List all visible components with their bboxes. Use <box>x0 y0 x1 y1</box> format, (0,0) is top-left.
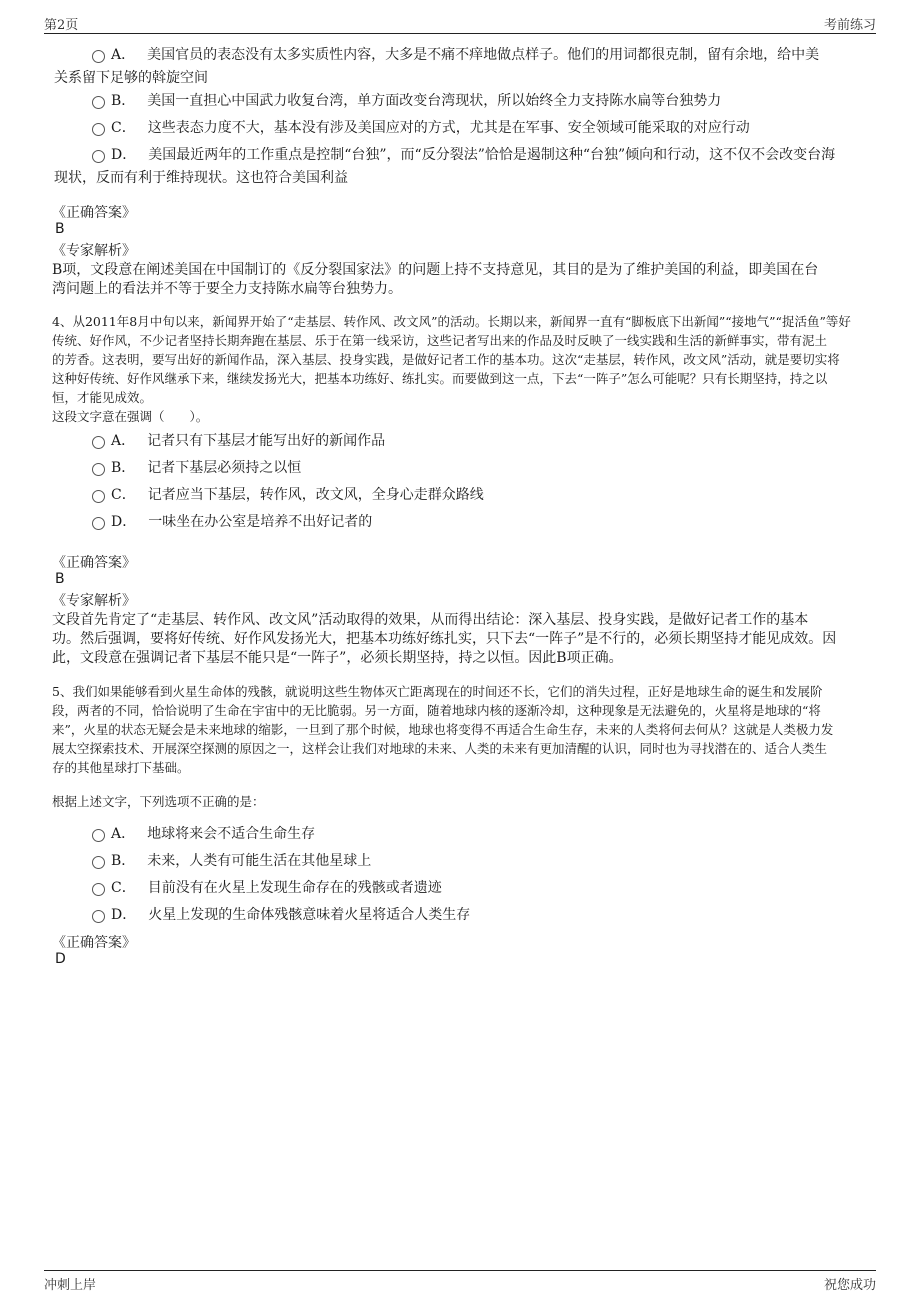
q4-option-d[interactable]: D． 一味坐在办公室是培养不出好记者的 <box>92 511 862 534</box>
radio-button[interactable] <box>92 517 105 530</box>
q3-option-d[interactable]: D． 美国最近两年的工作重点是控制“台独”，而“反分裂法”恰恰是遏制这种“台独”倾向和行动，这不仅不会改变台海 现状，反而有利于维持现状。这也符合美国利益 <box>54 147 836 186</box>
q3-answer-label: 《正确答案》 <box>52 205 136 221</box>
q3-option-a[interactable]: A． 美国官员的表态没有太多实质性内容，大多是不痛不痒地做点样子。他们的用词都很克制，留有余地，给中美 关系留下足够的斡旋空间 <box>54 47 820 86</box>
q5-option-a[interactable]: A． 地球将来会不适合生命生存 <box>92 823 862 846</box>
page-header <box>44 14 876 33</box>
q4-option-c[interactable]: C． 记者应当下基层，转作风，改文风，全身心走群众路线 <box>92 484 862 507</box>
q4-answer-label: 《正确答案》 <box>52 555 136 571</box>
footer-divider <box>44 1270 876 1271</box>
page-footer <box>44 1274 876 1293</box>
q5-option-d[interactable]: D． 火星上发现的生命体残骸意味着火星将适合人类生存 <box>92 904 862 927</box>
header-divider <box>44 33 876 34</box>
radio-button[interactable] <box>92 50 105 63</box>
q5-option-c[interactable]: C． 目前没有在火星上发现生命存在的残骸或者遗迹 <box>92 877 862 900</box>
page-number: 第2页 <box>44 18 79 33</box>
radio-button[interactable] <box>92 123 105 136</box>
q4-analysis: 文段首先肯定了“走基层、转作风、改文风”活动取得的效果，从而得出结论：深入基层、投身实践，是做好记者工作的基本 功。然后强调，要将好传统、好作风发扬光大，把基本功练好练扎实，只下去“一阵子”是不行的，必须长期坚持才能见成效。因 此，文段意在强调记者下基层不能只是“一阵子”，必须长期坚持，持之以恒。因此B项正确。 <box>52 612 837 666</box>
q4-analysis-label: 《专家解析》 <box>52 593 136 609</box>
q4-question: 这段文字意在强调（ ）。 <box>52 409 209 424</box>
radio-button[interactable] <box>92 150 105 163</box>
radio-button[interactable] <box>92 856 105 869</box>
q4-answer: B <box>55 571 65 587</box>
radio-button[interactable] <box>92 463 105 476</box>
footer-right: 祝您成功 <box>823 1278 876 1293</box>
q3-option-c[interactable]: C． 这些表态力度不大，基本没有涉及美国应对的方式，尤其是在军事、安全领域可能采取的对应行动 <box>92 117 862 140</box>
header-title: 考前练习 <box>823 18 876 33</box>
radio-button[interactable] <box>92 883 105 896</box>
radio-button[interactable] <box>92 490 105 503</box>
q4-stem: 4、从2011年8月中旬以来，新闻界开始了“走基层、转作风、改文风”的活动。长期以来，新闻界一直有“脚板底下出新闻”“接地气”“捉活鱼”等好 传统、好作风，不少记者坚持长期奔跑在基层、乐于在第一线采访，这些记者写出来的作品及时反映了一线实践和生活的新鲜事实，带有泥土 的芳香。这表明，要写出好的新闻作品，深入基层、投身实践，是做好记者工作的基本功。这次“走基层，转作风，改文风”活动，就是要切实将 这种好传统、好作风继承下来，继续发扬光大，把基本功练好、练扎实。而要做到这一点，下去“一阵子”怎么可能呢？只有长期坚持，持之以 恒，才能见成效。 这段文字意在强调（ ）。 <box>52 312 872 426</box>
q4-option-b[interactable]: B． 记者下基层必须持之以恒 <box>92 457 862 480</box>
q3-option-b[interactable]: B． 美国一直担心中国武力收复台湾，单方面改变台湾现状，所以始终全力支持陈水扁等台独势力 <box>92 90 862 113</box>
radio-button[interactable] <box>92 96 105 109</box>
radio-button[interactable] <box>92 829 105 842</box>
q3-answer: B <box>55 221 65 237</box>
q3-analysis-label: 《专家解析》 <box>52 243 136 259</box>
radio-button[interactable] <box>92 436 105 449</box>
q3-analysis: B项，文段意在阐述美国在中国制订的《反分裂国家法》的问题上持不支持意见，其目的是为了维护美国的利益，即美国在台 湾问题上的看法并不等于要全力支持陈水扁等台独势力。 <box>52 262 819 297</box>
q5-option-b[interactable]: B． 未来，人类有可能生活在其他星球上 <box>92 850 862 873</box>
q5-answer-label: 《正确答案》 <box>52 935 136 951</box>
q5-stem: 5、我们如果能够看到火星生命体的残骸，就说明这些生物体灭亡距离现在的时间还不长，它们的消失过程，正好是地球生命的诞生和发展阶 段，两者的不同，恰恰说明了生命在宇宙中的无比脆弱。另一方面，随着地球内核的逐渐冷却，这种现象是无法避免的，火星将是地球的“将 来”，火星的状态无疑会是未来地球的缩影，一旦到了那个时候，地球也将变得不再适合生命生存，未来的人类将何去何从？这就是人类极力发 展太空探索技术、开展深空探测的原因之一，这样会让我们对地球的未来、人类的未来有更加清醒的认识，同时也为寻找潜在的、适合人类生 存的其他星球打下基础。 <box>52 684 834 775</box>
q4-option-a[interactable]: A． 记者只有下基层才能写出好的新闻作品 <box>92 430 862 453</box>
q5-question: 根据上述文字，下列选项不正确的是： <box>52 794 265 809</box>
radio-button[interactable] <box>92 910 105 923</box>
q5-answer: D <box>55 951 66 967</box>
footer-left: 冲刺上岸 <box>44 1278 97 1293</box>
